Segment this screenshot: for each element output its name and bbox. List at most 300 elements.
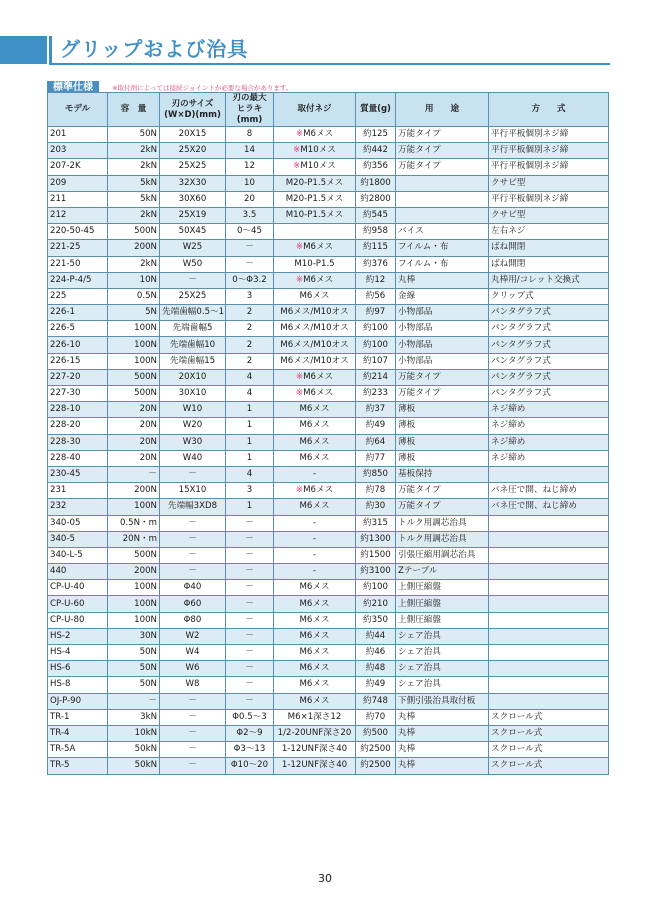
mount-thread-cell xyxy=(274,531,356,547)
table-row xyxy=(48,272,609,288)
model-cell: 207-2K xyxy=(48,159,108,175)
mount-thread-text: M6メス xyxy=(299,404,330,415)
type-cell xyxy=(489,466,609,482)
model-cell: 212 xyxy=(48,207,108,223)
mount-thread-cell xyxy=(274,207,356,223)
mass-cell: 約125 xyxy=(356,127,396,143)
mass-cell: 約78 xyxy=(356,483,396,499)
model-cell: 228-30 xyxy=(48,434,108,450)
table-row xyxy=(48,677,609,693)
type-cell: スクロール式 xyxy=(489,725,609,741)
use-cell xyxy=(396,191,489,207)
blade-size-cell: W25 xyxy=(160,240,226,256)
max-opening-cell: － xyxy=(226,596,274,612)
note-mark: ※ xyxy=(295,274,304,285)
blade-size-cell: W6 xyxy=(160,661,226,677)
max-opening-cell: 0～45 xyxy=(226,224,274,240)
blade-size-cell: － xyxy=(160,466,226,482)
model-cell: 228-20 xyxy=(48,418,108,434)
capacity-cell: 200N xyxy=(108,240,160,256)
table-row xyxy=(48,531,609,547)
blade-size-cell: 先端歯幅15 xyxy=(160,353,226,369)
table-row xyxy=(48,337,609,353)
use-cell: 小物部品 xyxy=(396,337,489,353)
mount-thread-text: 1-12UNF深さ40 xyxy=(281,760,348,771)
use-cell: 丸棒 xyxy=(396,725,489,741)
mount-thread-text: M10-P1.5 xyxy=(294,258,335,269)
blade-size-cell: 25X20 xyxy=(160,143,226,159)
mount-thread-cell xyxy=(274,725,356,741)
capacity-cell: 50kN xyxy=(108,742,160,758)
mount-thread-text: M6メス xyxy=(299,501,330,512)
spec-table-body xyxy=(48,127,609,775)
mount-thread-cell xyxy=(274,693,356,709)
table-row xyxy=(48,450,609,466)
table-row xyxy=(48,127,609,143)
type-cell: ネジ締め xyxy=(489,402,609,418)
note-mark: ※ xyxy=(295,371,304,382)
blade-size-cell: － xyxy=(160,725,226,741)
capacity-cell: 5kN xyxy=(108,191,160,207)
use-cell: 引張圧縮用調芯治具 xyxy=(396,547,489,563)
type-cell: クリップ式 xyxy=(489,288,609,304)
type-cell: クサビ型 xyxy=(489,207,609,223)
type-cell: スクロール式 xyxy=(489,742,609,758)
mount-thread-text: M6メス xyxy=(299,614,330,625)
capacity-cell: 50N xyxy=(108,677,160,693)
capacity-cell: 20N xyxy=(108,450,160,466)
mass-cell: 約46 xyxy=(356,645,396,661)
standard-spec-header xyxy=(47,77,607,91)
table-row xyxy=(48,369,609,385)
type-cell: クサビ型 xyxy=(489,175,609,191)
table-row xyxy=(48,288,609,304)
blade-size-cell: － xyxy=(160,693,226,709)
table-row xyxy=(48,645,609,661)
model-cell: 340-5 xyxy=(48,531,108,547)
mass-cell: 約44 xyxy=(356,628,396,644)
mount-thread-cell xyxy=(274,256,356,272)
max-opening-cell: 2 xyxy=(226,305,274,321)
mount-thread-cell xyxy=(274,175,356,191)
max-opening-cell: 10 xyxy=(226,175,274,191)
mount-thread-cell xyxy=(274,386,356,402)
mount-thread-cell xyxy=(274,353,356,369)
type-cell: ネジ締め xyxy=(489,450,609,466)
blade-size-cell: 25X25 xyxy=(160,159,226,175)
blade-size-cell: 32X30 xyxy=(160,175,226,191)
blade-size-cell: － xyxy=(160,742,226,758)
model-cell: 440 xyxy=(48,564,108,580)
table-row xyxy=(48,240,609,256)
blade-size-cell: 先端歯幅10 xyxy=(160,337,226,353)
capacity-cell: 2kN xyxy=(108,143,160,159)
mass-cell: 約12 xyxy=(356,272,396,288)
table-row xyxy=(48,207,609,223)
mass-cell: 約30 xyxy=(356,499,396,515)
capacity-cell: 100N xyxy=(108,337,160,353)
mount-thread-cell xyxy=(274,240,356,256)
model-cell: 224-P-4/5 xyxy=(48,272,108,288)
max-opening-cell: 2 xyxy=(226,337,274,353)
capacity-cell: － xyxy=(108,693,160,709)
mass-cell: 約100 xyxy=(356,580,396,596)
mount-thread-text: M6メス xyxy=(299,582,330,593)
mount-thread-cell xyxy=(274,580,356,596)
max-opening-cell: 1 xyxy=(226,450,274,466)
mount-thread-text: M20-P1.5メス xyxy=(285,193,344,204)
mount-thread-text: M6メス/M10オス xyxy=(280,355,349,366)
capacity-cell: 20N・m xyxy=(108,531,160,547)
capacity-cell: 0.5N xyxy=(108,288,160,304)
use-cell: シェア治具 xyxy=(396,661,489,677)
max-opening-cell: 1 xyxy=(226,434,274,450)
blade-size-cell: W40 xyxy=(160,450,226,466)
table-row xyxy=(48,402,609,418)
type-cell: パンタグラフ式 xyxy=(489,337,609,353)
use-cell: 万能タイプ xyxy=(396,499,489,515)
note-mark: ※ xyxy=(293,161,301,172)
mount-thread-cell xyxy=(274,547,356,563)
title-accent-block xyxy=(0,36,47,64)
use-cell: 薄板 xyxy=(396,402,489,418)
capacity-cell: － xyxy=(108,466,160,482)
blade-size-cell: － xyxy=(160,709,226,725)
type-cell: 丸棒用/コレット交換式 xyxy=(489,272,609,288)
max-opening-cell: 3 xyxy=(226,288,274,304)
max-opening-cell: － xyxy=(226,531,274,547)
mass-cell: 約210 xyxy=(356,596,396,612)
mount-thread-cell xyxy=(274,288,356,304)
blade-size-cell: 30X10 xyxy=(160,386,226,402)
table-row xyxy=(48,191,609,207)
mount-thread-cell xyxy=(274,143,356,159)
table-row xyxy=(48,499,609,515)
model-cell: 201 xyxy=(48,127,108,143)
mount-thread-cell xyxy=(274,450,356,466)
model-cell: 227-20 xyxy=(48,369,108,385)
model-cell: 211 xyxy=(48,191,108,207)
header-mount-thread: 取付ネジ xyxy=(274,93,356,127)
max-opening-cell: － xyxy=(226,645,274,661)
model-cell: 228-40 xyxy=(48,450,108,466)
mount-thread-text: M6メス xyxy=(303,388,334,399)
blade-size-cell: Φ80 xyxy=(160,612,226,628)
mass-cell: 約500 xyxy=(356,725,396,741)
capacity-cell: 100N xyxy=(108,580,160,596)
capacity-cell: 500N xyxy=(108,386,160,402)
mount-thread-text: M6メス xyxy=(299,695,330,706)
model-cell: 221-25 xyxy=(48,240,108,256)
use-cell: 上側圧縮盤 xyxy=(396,612,489,628)
blade-size-cell: W20 xyxy=(160,418,226,434)
use-cell: バイス xyxy=(396,224,489,240)
capacity-cell: 100N xyxy=(108,321,160,337)
type-cell: ばね開閉 xyxy=(489,256,609,272)
mounting-note: ※取付剤によっては接続ジョイントが必要な場合があります。 xyxy=(112,84,293,92)
table-row xyxy=(48,628,609,644)
max-opening-cell: Φ0.5～3 xyxy=(226,709,274,725)
max-opening-cell: 4 xyxy=(226,466,274,482)
header-mass: 質量(g) xyxy=(356,93,396,127)
max-opening-cell: － xyxy=(226,240,274,256)
blade-size-cell: 先端歯幅5 xyxy=(160,321,226,337)
type-cell xyxy=(489,693,609,709)
max-opening-cell: － xyxy=(226,580,274,596)
mount-thread-cell xyxy=(274,628,356,644)
use-cell: シェア治具 xyxy=(396,677,489,693)
mount-thread-text: 1-12UNF深さ40 xyxy=(281,744,348,755)
mass-cell: 約376 xyxy=(356,256,396,272)
capacity-cell: 2kN xyxy=(108,256,160,272)
note-mark: ※ xyxy=(295,485,304,496)
use-cell: 上側圧縮盤 xyxy=(396,580,489,596)
capacity-cell: 50N xyxy=(108,127,160,143)
blade-size-cell: 50X45 xyxy=(160,224,226,240)
mass-cell: 約100 xyxy=(356,337,396,353)
max-opening-cell: － xyxy=(226,547,274,563)
type-cell: パンタグラフ式 xyxy=(489,386,609,402)
mount-thread-text: - xyxy=(312,517,317,528)
mass-cell: 約49 xyxy=(356,677,396,693)
mount-thread-cell xyxy=(274,369,356,385)
type-cell xyxy=(489,564,609,580)
mass-cell: 約350 xyxy=(356,612,396,628)
use-cell: 上側圧縮盤 xyxy=(396,596,489,612)
max-opening-cell: 4 xyxy=(226,369,274,385)
mass-cell: 約356 xyxy=(356,159,396,175)
model-cell: TR-5 xyxy=(48,758,108,774)
mount-thread-text: M6×1深さ12 xyxy=(287,711,342,722)
section-title-bar xyxy=(0,36,610,64)
blade-size-cell: W4 xyxy=(160,645,226,661)
header-model: モデル xyxy=(48,93,108,127)
use-cell: 丸棒 xyxy=(396,758,489,774)
model-cell: TR-1 xyxy=(48,709,108,725)
model-cell: TR-4 xyxy=(48,725,108,741)
header-capacity: 容 量 xyxy=(108,93,160,127)
capacity-cell: 50N xyxy=(108,645,160,661)
type-cell xyxy=(489,531,609,547)
max-opening-cell: 1 xyxy=(226,402,274,418)
mount-thread-text: M6メス xyxy=(299,647,330,658)
model-cell: CP-U-60 xyxy=(48,596,108,612)
blade-size-cell: 20X10 xyxy=(160,369,226,385)
mass-cell: 約1500 xyxy=(356,547,396,563)
use-cell: 金線 xyxy=(396,288,489,304)
mount-thread-text: M6メス/M10オス xyxy=(280,307,349,318)
mount-thread-text: M10メス xyxy=(300,145,336,156)
capacity-cell: 200N xyxy=(108,483,160,499)
mount-thread-text: - xyxy=(312,549,317,560)
table-row xyxy=(48,256,609,272)
mass-cell: 約64 xyxy=(356,434,396,450)
max-opening-cell: 12 xyxy=(226,159,274,175)
mass-cell: 約214 xyxy=(356,369,396,385)
use-cell: トルク用調芯治具 xyxy=(396,515,489,531)
max-opening-cell: 2 xyxy=(226,353,274,369)
mass-cell: 約37 xyxy=(356,402,396,418)
model-cell: 340-05 xyxy=(48,515,108,531)
blade-size-cell: W2 xyxy=(160,628,226,644)
mount-thread-cell xyxy=(274,483,356,499)
blade-size-cell: － xyxy=(160,272,226,288)
capacity-cell: 20N xyxy=(108,418,160,434)
mass-cell: 約48 xyxy=(356,661,396,677)
model-cell: 203 xyxy=(48,143,108,159)
mount-thread-text: M6メス/M10オス xyxy=(280,323,349,334)
mass-cell: 約1300 xyxy=(356,531,396,547)
model-cell: 228-10 xyxy=(48,402,108,418)
blade-size-cell: － xyxy=(160,758,226,774)
mount-thread-cell xyxy=(274,321,356,337)
mount-thread-cell xyxy=(274,515,356,531)
use-cell: 万能タイプ xyxy=(396,127,489,143)
mount-thread-text: M6メス xyxy=(299,598,330,609)
capacity-cell: 5kN xyxy=(108,175,160,191)
model-cell: 226-5 xyxy=(48,321,108,337)
table-row xyxy=(48,143,609,159)
max-opening-cell: Φ3～13 xyxy=(226,742,274,758)
mass-cell: 約748 xyxy=(356,693,396,709)
max-opening-cell: 3 xyxy=(226,483,274,499)
mass-cell: 約115 xyxy=(356,240,396,256)
header-use: 用 途 xyxy=(396,93,489,127)
table-row xyxy=(48,709,609,725)
capacity-cell: 20N xyxy=(108,402,160,418)
blade-size-cell: 25X25 xyxy=(160,288,226,304)
mount-thread-cell xyxy=(274,645,356,661)
model-cell: HS-6 xyxy=(48,661,108,677)
mount-thread-text: M10-P1.5メス xyxy=(285,210,344,221)
note-mark: ※ xyxy=(295,129,304,140)
type-cell: 平行平板個別ネジ締 xyxy=(489,159,609,175)
mass-cell: 約442 xyxy=(356,143,396,159)
type-cell xyxy=(489,645,609,661)
table-row xyxy=(48,175,609,191)
mount-thread-cell xyxy=(274,677,356,693)
max-opening-cell: 2 xyxy=(226,321,274,337)
blade-size-cell: 30X60 xyxy=(160,191,226,207)
blade-size-cell: W50 xyxy=(160,256,226,272)
table-row xyxy=(48,725,609,741)
capacity-cell: 50kN xyxy=(108,758,160,774)
type-cell: バネ圧で開、ねじ締め xyxy=(489,483,609,499)
capacity-cell: 2kN xyxy=(108,207,160,223)
model-cell: HS-2 xyxy=(48,628,108,644)
mount-thread-cell xyxy=(274,499,356,515)
max-opening-cell: 1 xyxy=(226,499,274,515)
mount-thread-cell xyxy=(274,466,356,482)
table-row xyxy=(48,434,609,450)
use-cell: シェア治具 xyxy=(396,645,489,661)
max-opening-cell: 3.5 xyxy=(226,207,274,223)
standard-spec-badge: 標準仕様 xyxy=(47,81,99,95)
blade-size-cell: － xyxy=(160,564,226,580)
type-cell: パンタグラフ式 xyxy=(489,353,609,369)
table-row xyxy=(48,515,609,531)
mount-thread-text: M20-P1.5メス xyxy=(285,177,344,188)
type-cell: パンタグラフ式 xyxy=(489,369,609,385)
table-row xyxy=(48,305,609,321)
use-cell: シェア治具 xyxy=(396,628,489,644)
max-opening-cell: 4 xyxy=(226,386,274,402)
blade-size-cell: 25X19 xyxy=(160,207,226,223)
mass-cell: 約958 xyxy=(356,224,396,240)
max-opening-cell: 0～Φ3.2 xyxy=(226,272,274,288)
mass-cell: 約233 xyxy=(356,386,396,402)
use-cell: 万能タイプ xyxy=(396,386,489,402)
table-row xyxy=(48,386,609,402)
table-row xyxy=(48,547,609,563)
blade-size-cell: Φ60 xyxy=(160,596,226,612)
blade-size-cell: W30 xyxy=(160,434,226,450)
max-opening-cell: － xyxy=(226,564,274,580)
model-cell: 230-45 xyxy=(48,466,108,482)
table-row xyxy=(48,580,609,596)
use-cell: 薄板 xyxy=(396,434,489,450)
capacity-cell: 2kN xyxy=(108,159,160,175)
use-cell: 薄板 xyxy=(396,450,489,466)
note-mark: ※ xyxy=(295,388,304,399)
header-max-opening: 刃の最大 ヒラキ(mm) xyxy=(226,93,274,127)
mount-thread-cell xyxy=(274,742,356,758)
max-opening-cell: － xyxy=(226,628,274,644)
mount-thread-cell xyxy=(274,402,356,418)
capacity-cell: 500N xyxy=(108,547,160,563)
max-opening-cell: － xyxy=(226,256,274,272)
use-cell: 小物部品 xyxy=(396,353,489,369)
mass-cell: 約3100 xyxy=(356,564,396,580)
spec-table xyxy=(47,92,609,775)
mass-cell: 約100 xyxy=(356,321,396,337)
blade-size-cell: 20X15 xyxy=(160,127,226,143)
mount-thread-cell xyxy=(274,661,356,677)
blade-size-cell: 15X10 xyxy=(160,483,226,499)
capacity-cell: 30N xyxy=(108,628,160,644)
mount-thread-text: M6メス xyxy=(299,290,330,301)
model-cell: 226-10 xyxy=(48,337,108,353)
mass-cell: 約545 xyxy=(356,207,396,223)
type-cell: 平行平板個別ネジ締 xyxy=(489,127,609,143)
model-cell: 220-50-45 xyxy=(48,224,108,240)
mount-thread-cell xyxy=(274,418,356,434)
mass-cell: 約315 xyxy=(356,515,396,531)
mass-cell: 約2800 xyxy=(356,191,396,207)
table-row xyxy=(48,483,609,499)
mount-thread-text: M6メス xyxy=(299,420,330,431)
capacity-cell: 10kN xyxy=(108,725,160,741)
mount-thread-text: M6メス xyxy=(299,630,330,641)
type-cell xyxy=(489,547,609,563)
mount-thread-cell xyxy=(274,305,356,321)
type-cell xyxy=(489,596,609,612)
model-cell: HS-4 xyxy=(48,645,108,661)
table-row xyxy=(48,758,609,774)
mount-thread-cell xyxy=(274,127,356,143)
capacity-cell: 100N xyxy=(108,499,160,515)
use-cell: Zテーブル xyxy=(396,564,489,580)
use-cell: フイルム・布 xyxy=(396,256,489,272)
mount-thread-text: M6メス xyxy=(299,436,330,447)
type-cell xyxy=(489,628,609,644)
mount-thread-cell xyxy=(274,612,356,628)
type-cell: パンタグラフ式 xyxy=(489,321,609,337)
mount-thread-cell xyxy=(274,709,356,725)
blade-size-cell: W10 xyxy=(160,402,226,418)
mount-thread-text: - xyxy=(312,533,317,544)
mount-thread-cell xyxy=(274,434,356,450)
